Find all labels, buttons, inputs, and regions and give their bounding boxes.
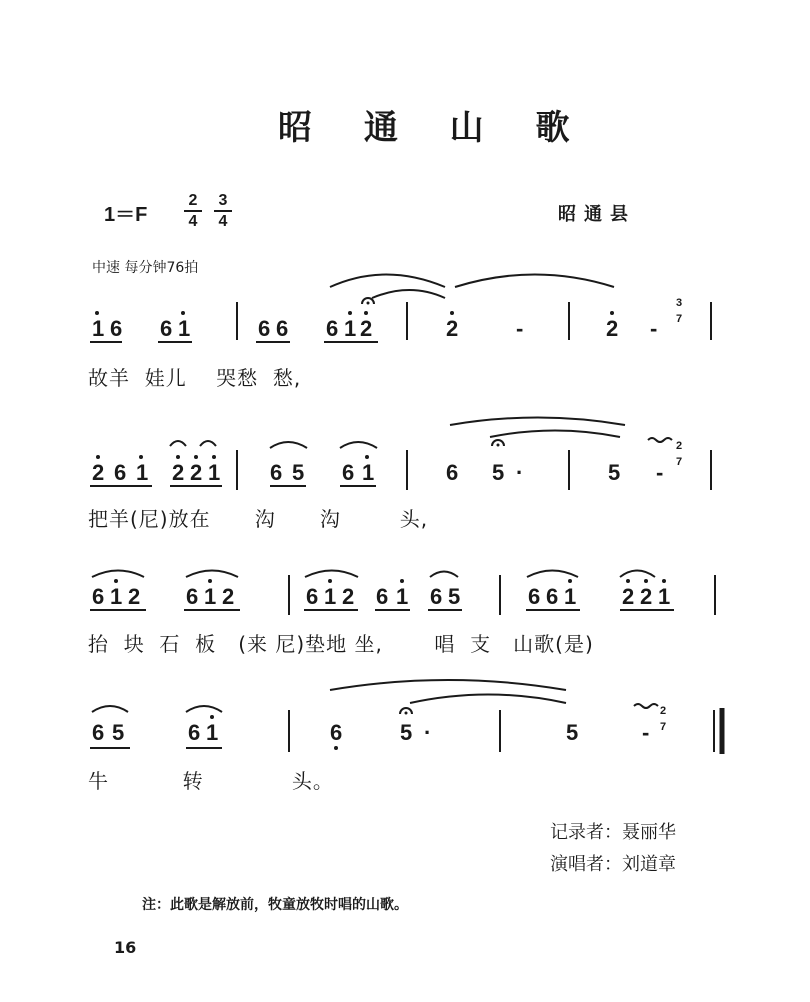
note: 2 [128, 584, 141, 609]
lyrics-row-1: 故羊 娃儿 哭愁 愁, [88, 366, 302, 390]
note: 6 [258, 316, 271, 341]
grace-ornament [648, 438, 672, 442]
song-title: 昭 通 山 歌 [278, 108, 590, 148]
singer-credit: 演唱者：刘道章 [550, 854, 676, 875]
grace-note: 7 [676, 456, 683, 468]
note: 1 [396, 584, 409, 609]
lyrics-row-2: 把羊(尼)放在 沟 沟 头, [88, 507, 429, 531]
time-signature-numerator: 2 [188, 192, 198, 209]
note: 6 [114, 460, 127, 485]
note: 6 [342, 460, 355, 485]
slur [200, 441, 216, 446]
note: 2 [606, 316, 619, 341]
lyrics-row-3: 抬 块 石 板 (来 尼)垫地 坐, 唱 支 山歌(是) [88, 632, 594, 656]
slur [186, 571, 238, 578]
note: 1 [208, 460, 221, 485]
slur [186, 706, 222, 712]
slur [455, 275, 614, 288]
row-2-notes [92, 460, 663, 485]
row-3-notes [92, 584, 670, 609]
slur [170, 441, 186, 446]
grace-note: 2 [676, 440, 683, 452]
slur [340, 442, 377, 448]
time-signature-denominator: 4 [188, 213, 198, 230]
lyrics-row-4: 牛 转 头。 [88, 769, 334, 793]
note: 1 [564, 584, 577, 609]
row-4-grace [660, 705, 666, 733]
note: 1 [92, 316, 105, 341]
note: 2 [190, 460, 203, 485]
grace-note: 7 [676, 313, 683, 325]
dash: - [650, 316, 658, 341]
slur [372, 290, 445, 298]
dash: - [516, 316, 524, 341]
dot: · [516, 460, 524, 485]
note: 2 [360, 316, 373, 341]
slur [450, 418, 625, 426]
row-1-notes [92, 316, 657, 341]
note: 5 [492, 460, 505, 485]
slur [92, 571, 144, 578]
note: 1 [110, 584, 123, 609]
time-signature-numerator: 3 [218, 192, 228, 209]
time-signature-denominator: 4 [218, 213, 228, 230]
note: 1 [658, 584, 671, 609]
slur [410, 695, 566, 704]
region-label: 昭通县 [558, 204, 636, 225]
slur [330, 275, 445, 288]
note: 6 [306, 584, 319, 609]
grace-note: 3 [676, 297, 683, 309]
key-signature: 1＝F [104, 204, 148, 226]
note: 6 [376, 584, 389, 609]
slur [270, 442, 307, 448]
note: 2 [342, 584, 355, 609]
note: 6 [446, 460, 459, 485]
grace-ornament [634, 704, 658, 708]
slur [330, 680, 566, 690]
note: 6 [528, 584, 541, 609]
dot: · [424, 720, 432, 745]
note: 5 [112, 720, 125, 745]
slur [620, 571, 655, 578]
page-number: 16 [114, 938, 137, 957]
note: 2 [622, 584, 635, 609]
note: 2 [446, 316, 459, 341]
slur [92, 706, 128, 712]
dash: - [656, 460, 664, 485]
note: 6 [188, 720, 201, 745]
note: 2 [640, 584, 653, 609]
note: 5 [566, 720, 579, 745]
note: 1 [344, 316, 357, 341]
note: 6 [546, 584, 559, 609]
note: 5 [292, 460, 305, 485]
slur [527, 571, 578, 578]
note: 2 [172, 460, 185, 485]
note: 1 [324, 584, 337, 609]
recorder-credit: 记录者：聂丽华 [550, 822, 676, 843]
note: 5 [400, 720, 413, 745]
note: 6 [92, 720, 105, 745]
note: 6 [430, 584, 443, 609]
note: 1 [136, 460, 149, 485]
note: 5 [608, 460, 621, 485]
note: 2 [222, 584, 235, 609]
dash: - [642, 720, 650, 745]
note: 6 [276, 316, 289, 341]
note: 6 [326, 316, 339, 341]
grace-note: 7 [660, 721, 667, 733]
tempo-marking: 中速 每分钟76拍 [92, 260, 199, 276]
note: 6 [330, 720, 343, 745]
note: 1 [204, 584, 217, 609]
note: 5 [448, 584, 461, 609]
note: 6 [110, 316, 123, 341]
row-1-grace [676, 297, 682, 325]
footnote: 注：此歌是解放前，牧童放牧时唱的山歌。 [142, 897, 408, 913]
slur [305, 571, 358, 578]
note: 1 [206, 720, 219, 745]
row-2-grace [676, 440, 682, 468]
note: 6 [92, 584, 105, 609]
row-4-notes [92, 720, 649, 745]
note: 6 [270, 460, 283, 485]
slur [430, 572, 458, 578]
note: 6 [160, 316, 173, 341]
note: 1 [178, 316, 191, 341]
note: 2 [92, 460, 105, 485]
note: 1 [362, 460, 375, 485]
note: 6 [186, 584, 199, 609]
grace-note: 2 [660, 705, 667, 717]
slur [490, 431, 620, 438]
